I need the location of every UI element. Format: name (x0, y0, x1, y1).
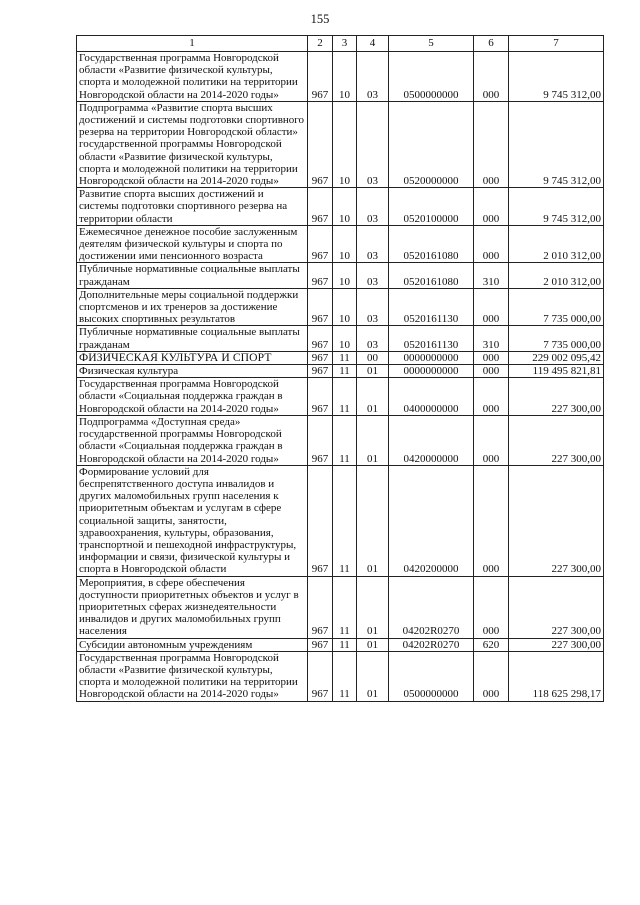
expense-type-code: 000 (474, 465, 509, 576)
amount: 227 300,00 (509, 638, 604, 651)
subsection-code: 01 (357, 576, 389, 638)
item-name: Дополнительные меры социальной поддержки спортсменов и их тренеров за достижение высоких спортивных результатов (77, 288, 308, 326)
section-code: 10 (333, 263, 357, 288)
table-row (77, 351, 604, 364)
item-name: Развитие спорта высших достижений и системы подготовки спортивного резерва на территории области (77, 188, 308, 226)
item-name: Подпрограмма «Доступная среда» государственной программы Новгородской области «Социальная поддержка граждан в Новгородской области на 2014-2020 годы» (77, 415, 308, 465)
amount: 227 300,00 (509, 465, 604, 576)
target-article-code: 0420000000 (389, 415, 474, 465)
amount: 9 745 312,00 (509, 52, 604, 102)
target-article-code: 0420200000 (389, 465, 474, 576)
subsection-code: 03 (357, 188, 389, 226)
target-article-code: 0400000000 (389, 378, 474, 416)
amount: 227 300,00 (509, 378, 604, 416)
expense-type-code: 310 (474, 263, 509, 288)
item-name: ФИЗИЧЕСКАЯ КУЛЬТУРА И СПОРТ (77, 351, 308, 364)
target-article-code: 04202R0270 (389, 576, 474, 638)
subsection-code: 01 (357, 378, 389, 416)
item-name: Мероприятия, в сфере обеспечения доступности приоритетных объектов и услуг в приоритетных сферах жизнедеятельности инвалидов и других маломобильных групп населения (77, 576, 308, 638)
subsection-code: 03 (357, 326, 389, 351)
subsection-code: 01 (357, 365, 389, 378)
target-article-code: 0520161130 (389, 326, 474, 351)
amount: 229 002 095,42 (509, 351, 604, 364)
column-header: 4 (357, 36, 389, 52)
section-code: 10 (333, 225, 357, 263)
item-name: Подпрограмма «Развитие спорта высших достижений и системы подготовки спортивного резерва на территории Новгородской области» государственной программы Новгородской области «Развитие физической культуры, спорта и молодежной политики на территории Новгородской области на 2014-2020 годы» (77, 101, 308, 187)
table-row (77, 188, 604, 226)
section-code: 11 (333, 415, 357, 465)
amount: 227 300,00 (509, 415, 604, 465)
amount: 227 300,00 (509, 576, 604, 638)
amount: 2 010 312,00 (509, 263, 604, 288)
expense-type-code: 000 (474, 378, 509, 416)
column-header: 3 (333, 36, 357, 52)
ministry-code: 967 (308, 263, 333, 288)
column-header: 5 (389, 36, 474, 52)
ministry-code: 967 (308, 188, 333, 226)
section-code: 10 (333, 52, 357, 102)
table-row (77, 101, 604, 187)
expense-type-code: 000 (474, 651, 509, 701)
item-name: Публичные нормативные социальные выплаты гражданам (77, 326, 308, 351)
item-name: Публичные нормативные социальные выплаты гражданам (77, 263, 308, 288)
section-code: 10 (333, 288, 357, 326)
target-article-code: 0500000000 (389, 651, 474, 701)
ministry-code: 967 (308, 288, 333, 326)
amount: 9 745 312,00 (509, 188, 604, 226)
column-header: 6 (474, 36, 509, 52)
item-name: Ежемесячное денежное пособие заслуженным деятелям физической культуры и спорта по достижении ими пенсионного возраста (77, 225, 308, 263)
expense-type-code: 000 (474, 225, 509, 263)
section-code: 11 (333, 351, 357, 364)
subsection-code: 03 (357, 101, 389, 187)
item-name: Физическая культура (77, 365, 308, 378)
section-code: 11 (333, 638, 357, 651)
ministry-code: 967 (308, 576, 333, 638)
subsection-code: 03 (357, 288, 389, 326)
subsection-code: 03 (357, 263, 389, 288)
target-article-code: 0000000000 (389, 351, 474, 364)
item-name: Государственная программа Новгородской области «Развитие физической культуры, спорта и молодежной политики на территории Новгородской области на 2014-2020 годы» (77, 52, 308, 102)
subsection-code: 03 (357, 225, 389, 263)
target-article-code: 0500000000 (389, 52, 474, 102)
section-code: 10 (333, 188, 357, 226)
subsection-code: 01 (357, 465, 389, 576)
table-row (77, 225, 604, 263)
table-row (77, 378, 604, 416)
ministry-code: 967 (308, 378, 333, 416)
expense-type-code: 000 (474, 351, 509, 364)
table-row (77, 651, 604, 701)
target-article-code: 0520100000 (389, 188, 474, 226)
expense-type-code: 000 (474, 101, 509, 187)
item-name: Субсидии автономным учреждениям (77, 638, 308, 651)
table-row (77, 326, 604, 351)
section-code: 11 (333, 651, 357, 701)
section-code: 10 (333, 326, 357, 351)
section-code: 11 (333, 365, 357, 378)
table-row (77, 263, 604, 288)
section-code: 10 (333, 101, 357, 187)
section-code: 11 (333, 378, 357, 416)
page-number: 155 (310, 12, 330, 26)
budget-table (76, 35, 604, 702)
subsection-code: 00 (357, 351, 389, 364)
table-row (77, 415, 604, 465)
section-code: 11 (333, 465, 357, 576)
header-row (77, 36, 604, 52)
subsection-code: 01 (357, 415, 389, 465)
target-article-code: 0520161080 (389, 225, 474, 263)
expense-type-code: 620 (474, 638, 509, 651)
subsection-code: 03 (357, 52, 389, 102)
section-code: 11 (333, 576, 357, 638)
ministry-code: 967 (308, 465, 333, 576)
amount: 118 625 298,17 (509, 651, 604, 701)
expense-type-code: 000 (474, 576, 509, 638)
amount: 2 010 312,00 (509, 225, 604, 263)
item-name: Формирование условий для беспрепятственного доступа инвалидов и других маломобильных групп населения к приоритетным объектам и услугам в сфере социальной защиты, занятости, здравоохранения, культуры, образования, транспортной и пешеходной инфраструктуры, информации и связи, физической культуры и спорта в Новгородской области (77, 465, 308, 576)
target-article-code: 0520161130 (389, 288, 474, 326)
table-row (77, 465, 604, 576)
table-row (77, 638, 604, 651)
expense-type-code: 310 (474, 326, 509, 351)
amount: 7 735 000,00 (509, 326, 604, 351)
ministry-code: 967 (308, 52, 333, 102)
table-row (77, 288, 604, 326)
ministry-code: 967 (308, 638, 333, 651)
expense-type-code: 000 (474, 415, 509, 465)
amount: 9 745 312,00 (509, 101, 604, 187)
ministry-code: 967 (308, 351, 333, 364)
target-article-code: 04202R0270 (389, 638, 474, 651)
target-article-code: 0000000000 (389, 365, 474, 378)
table-row (77, 365, 604, 378)
expense-type-code: 000 (474, 288, 509, 326)
amount: 7 735 000,00 (509, 288, 604, 326)
item-name: Государственная программа Новгородской области «Социальная поддержка граждан в Новгородской области на 2014-2020 годы» (77, 378, 308, 416)
ministry-code: 967 (308, 415, 333, 465)
target-article-code: 0520000000 (389, 101, 474, 187)
column-header: 1 (77, 36, 308, 52)
ministry-code: 967 (308, 101, 333, 187)
ministry-code: 967 (308, 365, 333, 378)
expense-type-code: 000 (474, 188, 509, 226)
amount: 119 495 821,81 (509, 365, 604, 378)
expense-type-code: 000 (474, 52, 509, 102)
subsection-code: 01 (357, 638, 389, 651)
column-header: 2 (308, 36, 333, 52)
ministry-code: 967 (308, 326, 333, 351)
target-article-code: 0520161080 (389, 263, 474, 288)
expense-type-code: 000 (474, 365, 509, 378)
ministry-code: 967 (308, 651, 333, 701)
table-row (77, 576, 604, 638)
ministry-code: 967 (308, 225, 333, 263)
subsection-code: 01 (357, 651, 389, 701)
column-header: 7 (509, 36, 604, 52)
item-name: Государственная программа Новгородской области «Развитие физической культуры, спорта и молодежной политики на территории Новгородской области на 2014-2020 годы» (77, 651, 308, 701)
table-row (77, 52, 604, 102)
